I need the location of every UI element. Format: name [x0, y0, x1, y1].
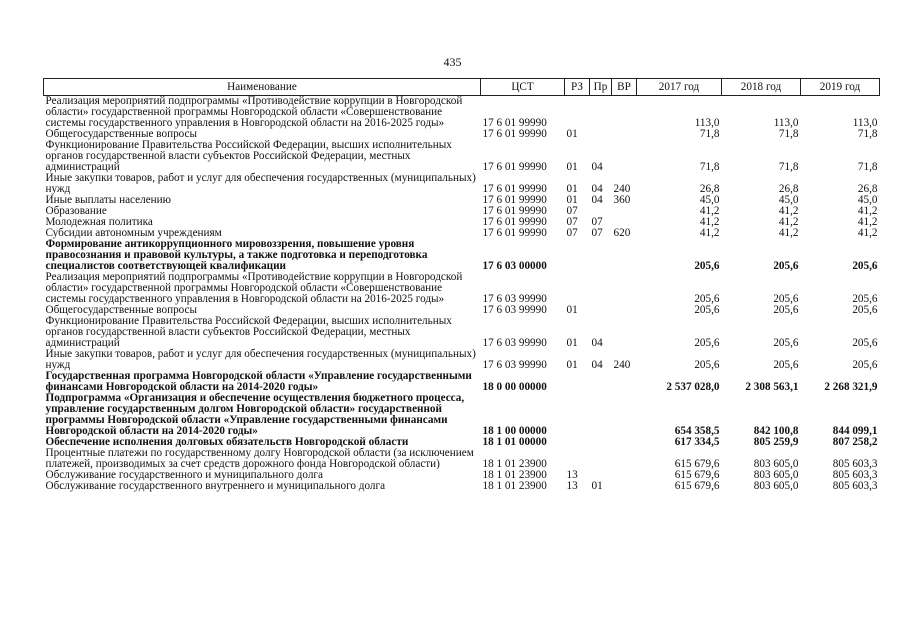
cell-name: Обслуживание государственного внутреннего и муниципального долга — [45, 480, 386, 492]
cell-vr — [612, 140, 637, 173]
table-row — [44, 206, 880, 217]
cell-2019: 805 603,3 — [832, 458, 878, 470]
cell-cst: 17 6 03 99990 — [482, 359, 547, 371]
cell-2017: 654 358,5 — [674, 425, 720, 437]
cell-2018: 205,6 — [773, 293, 799, 305]
cell-2017: 26,8 — [699, 183, 720, 195]
budget-table — [43, 78, 880, 492]
cell-2019: 45,0 — [857, 194, 878, 206]
cell-name: Функционирование Правительства Российской Федерации, высших исполнительных органов государственной власти субъектов Российской Федерации, местных администраций — [45, 315, 452, 349]
cell-rz: 07 — [566, 205, 578, 217]
cell-name: Государственная программа Новгородской области «Управление государственными финансами Новгородской области на 2014-2020 годы» — [45, 370, 472, 393]
cell-pr — [590, 371, 612, 393]
cell-2017: 205,6 — [694, 359, 720, 371]
cell-name: Функционирование Правительства Российской Федерации, высших исполнительных органов государственной власти субъектов Российской Федерации, местных администраций — [45, 139, 452, 173]
cell-2017: 41,2 — [699, 216, 720, 228]
cell-2017: 41,2 — [699, 205, 720, 217]
cell-2018: 803 605,0 — [753, 458, 799, 470]
cell-vr — [612, 371, 637, 393]
header-2019: 2019 год — [801, 79, 880, 96]
cell-2017: 2 537 028,0 — [666, 381, 720, 393]
header-rz: РЗ — [565, 79, 590, 96]
cell-name: Молодежная политика — [45, 216, 153, 228]
table-row — [44, 195, 880, 206]
cell-rz: 13 — [566, 480, 578, 492]
cell-name: Реализация мероприятий подпрограммы «Противодействие коррупции в Новгородской области» государственной программы Новгородской области «Совершенствование системы государственного управления в Новгородской области на 2016-2025 годы» — [45, 95, 463, 129]
cell-2018: 41,2 — [778, 216, 799, 228]
cell-rz — [565, 96, 590, 130]
cell-name: Образование — [45, 205, 107, 217]
table-row — [44, 448, 880, 470]
cell-rz — [565, 371, 590, 393]
cell-2019: 26,8 — [857, 183, 878, 195]
cell-vr — [612, 96, 637, 130]
cell-vr — [612, 393, 637, 437]
cell-pr — [590, 272, 612, 305]
cell-2019: 205,6 — [852, 337, 878, 349]
cell-pr: 04 — [591, 183, 603, 195]
cell-pr: 04 — [591, 194, 603, 206]
cell-name: Субсидии автономным учреждениям — [45, 227, 222, 239]
cell-rz — [565, 437, 590, 448]
cell-2019: 205,6 — [852, 304, 878, 316]
table-body — [44, 96, 880, 493]
cell-2019: 113,0 — [852, 117, 878, 129]
cell-2019: 807 258,2 — [832, 436, 878, 448]
cell-pr — [590, 129, 612, 140]
cell-rz: 01 — [566, 304, 578, 316]
cell-pr: 07 — [591, 227, 603, 239]
cell-rz: 01 — [566, 161, 578, 173]
cell-cst: 17 6 01 99990 — [482, 227, 547, 239]
cell-vr — [612, 272, 637, 305]
cell-cst: 17 6 01 99990 — [482, 117, 547, 129]
cell-cst: 17 6 01 99990 — [482, 194, 547, 206]
header-name: Наименование — [44, 79, 481, 96]
cell-2017: 205,6 — [694, 260, 720, 272]
cell-vr: 240 — [613, 359, 631, 371]
cell-2017: 41,2 — [699, 227, 720, 239]
cell-2018: 71,8 — [778, 128, 799, 140]
cell-cst: 17 6 01 99990 — [482, 183, 547, 195]
cell-rz: 07 — [566, 216, 578, 228]
cell-2018: 41,2 — [778, 227, 799, 239]
cell-rz: 01 — [566, 359, 578, 371]
cell-pr: 04 — [591, 337, 603, 349]
header-pr: Пр — [590, 79, 612, 96]
cell-cst: 18 1 01 23900 — [482, 469, 547, 481]
cell-2019: 205,6 — [852, 359, 878, 371]
cell-2017: 615 679,6 — [674, 480, 720, 492]
cell-name: Обеспечение исполнения долговых обязательств Новгородской области — [45, 436, 409, 448]
cell-pr: 04 — [591, 161, 603, 173]
cell-2017: 113,0 — [694, 117, 720, 129]
header-2018: 2018 год — [722, 79, 801, 96]
table-row — [44, 272, 880, 305]
table-row — [44, 393, 880, 437]
cell-2018: 41,2 — [778, 205, 799, 217]
cell-rz: 07 — [566, 227, 578, 239]
cell-rz: 01 — [566, 183, 578, 195]
cell-2017: 71,8 — [699, 128, 720, 140]
cell-name: Иные закупки товаров, работ и услуг для обеспечения государственных (муниципальных) нужд — [45, 348, 476, 371]
cell-rz: 13 — [566, 469, 578, 481]
cell-pr — [590, 305, 612, 316]
cell-2019: 41,2 — [857, 205, 878, 217]
cell-vr — [612, 239, 637, 272]
cell-cst: 18 1 00 00000 — [482, 425, 547, 437]
cell-name: Иные выплаты населению — [45, 194, 171, 206]
cell-name: Формирование антикоррупционного мировоззрения, повышение уровня правосознания и правовой культуры, а также подготовка и переподготовка специалистов соответствующей квалификации — [45, 238, 428, 272]
cell-vr — [612, 481, 637, 492]
cell-2018: 842 100,8 — [753, 425, 799, 437]
cell-name: Обслуживание государственного и муниципального долга — [45, 469, 323, 481]
cell-2019: 805 603,3 — [832, 480, 878, 492]
cell-cst: 18 0 00 00000 — [482, 381, 547, 393]
table-row — [44, 140, 880, 173]
cell-2017: 617 334,5 — [674, 436, 720, 448]
cell-2019: 71,8 — [857, 161, 878, 173]
table-row — [44, 349, 880, 371]
cell-2018: 71,8 — [778, 161, 799, 173]
cell-2017: 71,8 — [699, 161, 720, 173]
cell-2019: 41,2 — [857, 216, 878, 228]
cell-cst: 17 6 01 99990 — [482, 128, 547, 140]
cell-pr — [590, 448, 612, 470]
cell-cst: 17 6 01 99990 — [482, 216, 547, 228]
cell-vr — [612, 305, 637, 316]
cell-name: Общегосударственные вопросы — [45, 128, 198, 140]
table-row — [44, 371, 880, 393]
cell-pr — [590, 239, 612, 272]
cell-2018: 803 605,0 — [753, 480, 799, 492]
cell-pr: 01 — [591, 480, 603, 492]
cell-2019: 844 099,1 — [832, 425, 878, 437]
cell-2018: 205,6 — [773, 359, 799, 371]
cell-cst: 17 6 03 99990 — [482, 304, 547, 316]
cell-vr — [612, 206, 637, 217]
cell-2017: 205,6 — [694, 293, 720, 305]
cell-2019: 71,8 — [857, 128, 878, 140]
page-number: 435 — [443, 55, 462, 69]
header-2017: 2017 год — [637, 79, 722, 96]
cell-cst: 17 6 01 99990 — [482, 205, 547, 217]
cell-2019: 205,6 — [852, 293, 878, 305]
cell-2017: 615 679,6 — [674, 469, 720, 481]
cell-cst: 18 1 01 23900 — [482, 458, 547, 470]
cell-name: Реализация мероприятий подпрограммы «Противодействие коррупции в Новгородской области» государственной программы Новгородской области «Совершенствование системы государственного управления в Новгородской области на 2016-2025 годы» — [45, 271, 463, 305]
cell-vr — [612, 448, 637, 470]
cell-cst: 17 6 03 00000 — [482, 260, 547, 272]
cell-2017: 205,6 — [694, 337, 720, 349]
cell-2019: 2 268 321,9 — [824, 381, 878, 393]
cell-rz: 01 — [566, 194, 578, 206]
cell-2017: 205,6 — [694, 304, 720, 316]
cell-cst: 18 1 01 23900 — [482, 480, 547, 492]
cell-name: Процентные платежи по государственному долгу Новгородской области (за исключением платежей, производимых за счет средств дорожного фонда Новгородской области) — [45, 447, 474, 470]
cell-cst: 18 1 01 00000 — [482, 436, 547, 448]
cell-2017: 615 679,6 — [674, 458, 720, 470]
cell-vr — [612, 129, 637, 140]
cell-vr: 620 — [613, 227, 631, 239]
cell-2018: 26,8 — [778, 183, 799, 195]
cell-rz — [565, 272, 590, 305]
table-header-row — [44, 79, 880, 96]
cell-vr — [612, 470, 637, 481]
cell-rz — [565, 239, 590, 272]
cell-pr — [590, 393, 612, 437]
header-vr: ВР — [612, 79, 637, 96]
cell-vr — [612, 437, 637, 448]
table-row — [44, 239, 880, 272]
table-row — [44, 173, 880, 195]
cell-pr — [590, 96, 612, 130]
cell-2018: 2 308 563,1 — [745, 381, 799, 393]
cell-pr — [590, 437, 612, 448]
table-row — [44, 316, 880, 349]
cell-cst: 17 6 01 99990 — [482, 161, 547, 173]
cell-2018: 803 605,0 — [753, 469, 799, 481]
cell-2018: 205,6 — [773, 304, 799, 316]
cell-vr: 360 — [613, 194, 631, 206]
cell-name: Иные закупки товаров, работ и услуг для обеспечения государственных (муниципальных) нужд — [45, 172, 476, 195]
cell-pr: 07 — [591, 216, 603, 228]
cell-2018: 805 259,9 — [753, 436, 799, 448]
cell-cst: 17 6 03 99990 — [482, 337, 547, 349]
cell-2019: 41,2 — [857, 227, 878, 239]
cell-rz: 01 — [566, 128, 578, 140]
cell-2018: 113,0 — [773, 117, 799, 129]
cell-name: Подпрограмма «Организация и обеспечение осуществления бюджетного процесса, управление государственным долгом Новгородской области» государственной программы Новгородской области «Управление государственными финансами Новгородской области на 2014-2020 годы» — [45, 392, 465, 437]
cell-2018: 205,6 — [773, 337, 799, 349]
cell-2018: 45,0 — [778, 194, 799, 206]
cell-rz: 01 — [566, 337, 578, 349]
table-row — [44, 96, 880, 130]
cell-vr — [612, 316, 637, 349]
cell-cst: 17 6 03 99990 — [482, 293, 547, 305]
cell-2017: 45,0 — [699, 194, 720, 206]
table-row — [44, 481, 880, 492]
cell-rz — [565, 393, 590, 437]
cell-name: Общегосударственные вопросы — [45, 304, 198, 316]
cell-2019: 805 603,3 — [832, 469, 878, 481]
cell-vr: 240 — [613, 183, 631, 195]
cell-2019: 205,6 — [852, 260, 878, 272]
header-cst: ЦСТ — [481, 79, 565, 96]
cell-2018: 205,6 — [773, 260, 799, 272]
cell-pr: 04 — [591, 359, 603, 371]
cell-rz — [565, 448, 590, 470]
